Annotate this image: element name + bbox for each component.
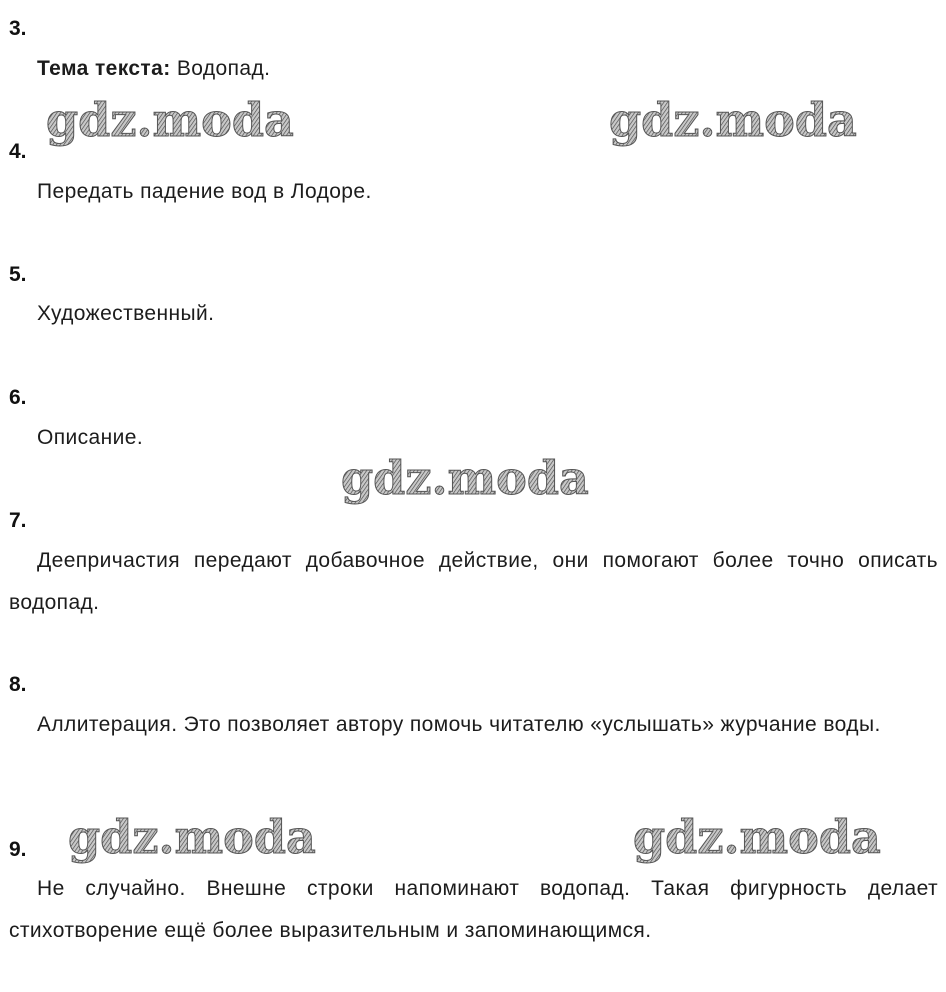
answer-number-6: 6. [9,386,27,409]
answer-text-4: Передать падение вод в Лодоре. [37,180,372,203]
answer-number-4: 4. [9,140,27,163]
watermark-text: gdz.moda [609,94,857,147]
watermark-logo [607,94,877,154]
answer-text-7: Деепричастия передают добавочное действие, они помогают более точно описать водопад. [9,549,938,614]
answer-text-5: Художественный. [37,302,215,325]
answer-text-9: Не случайно. Внешне строки напоминают водопад. Такая фигурность делает стихотворение ещё более выразительным и запоминающимся. [9,877,938,942]
watermark-logo [44,94,314,154]
watermark-logo [66,811,336,871]
watermark-text: gdz.moda [633,811,881,864]
answer-number-5: 5. [9,263,27,286]
topic-value: Водопад. [176,57,271,80]
watermark-logo [339,452,609,512]
watermark-text: gdz.moda [341,452,589,505]
watermark-text: gdz.moda [46,94,294,147]
answer-number-3: 3. [9,17,27,40]
answer-number-8: 8. [9,673,27,696]
answer-number-9: 9. [9,838,27,861]
answer-text-8: Аллитерация. Это позволяет автору помочь читателю «услышать» журчание воды. [37,713,881,736]
answer-text-6: Описание. [37,426,144,449]
watermark-text: gdz.moda [68,811,316,864]
watermark-logo [631,811,901,871]
answer-number-7: 7. [9,509,27,532]
answer-text-3 [9,48,938,90]
topic-label: Тема текста: [37,57,171,80]
